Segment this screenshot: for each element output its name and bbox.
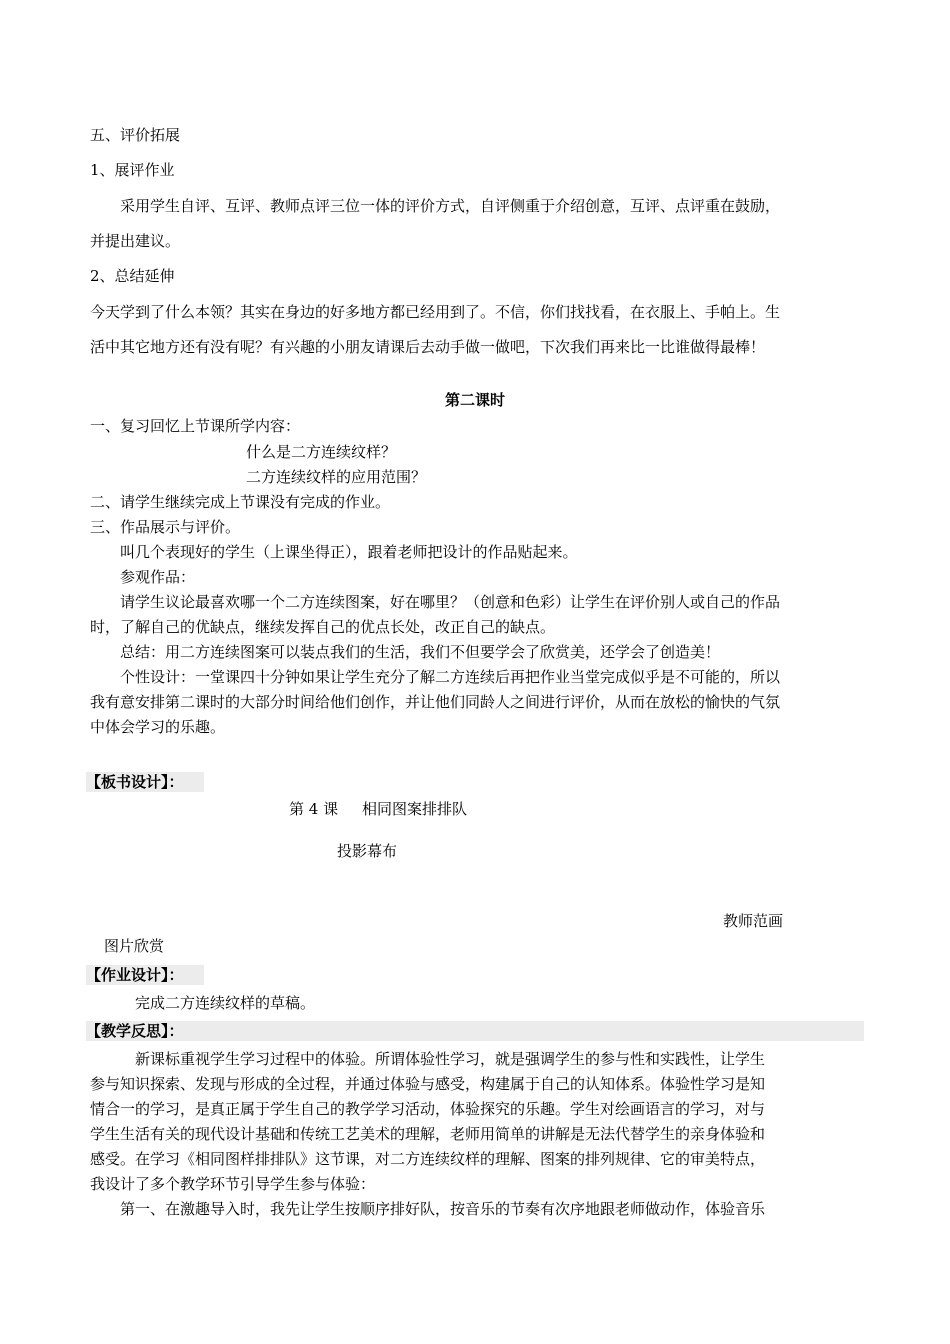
board-lesson-number: 第 4 课 xyxy=(289,800,339,818)
list-item: 二方连续纹样的应用范围？ xyxy=(246,468,427,486)
paragraph-line: 学生生活有关的现代设计基础和传统工艺美术的理解，老师用简单的讲解是无法代替学生的亲身体验和 xyxy=(90,1125,766,1143)
reflection-heading: 【教学反思】： xyxy=(86,1022,184,1040)
paragraph-line: 个性设计：一堂课四十分钟如果让学生充分了解二方连续后再把作业当堂完成似乎是不可能的，所以 xyxy=(120,668,781,686)
board-pictures-label: 图片欣赏 xyxy=(104,937,165,955)
paragraph-line: 今天学到了什么本领？其实在身边的好多地方都已经用到了。不信，你们找找看，在衣服上、手帕上。生 xyxy=(90,303,781,321)
board-heading: 【板书设计】： xyxy=(86,773,184,791)
list-item: 一、复习回忆上节课所学内容： xyxy=(90,417,301,435)
paragraph-line: 中体会学习的乐趣。 xyxy=(90,718,226,736)
paragraph-line: 请学生议论最喜欢哪一个二方连续图案，好在哪里？（创意和色彩）让学生在评价别人或自己的作品 xyxy=(120,593,781,611)
paragraph-line: 感受。在学习《相同图样排排队》这节课，对二方连续纹样的理解、图案的排列规律、它的审美特点， xyxy=(90,1150,766,1168)
sub-heading: 2、总结延伸 xyxy=(90,267,175,285)
paragraph-line: 时，了解自己的优缺点，继续发挥自己的优点长处，改正自己的缺点。 xyxy=(90,618,556,636)
paragraph-line: 采用学生自评、互评、教师点评三位一体的评价方式，自评侧重于介绍创意，互评、点评重在鼓励， xyxy=(120,197,781,215)
list-item: 三、作品展示与评价。 xyxy=(90,518,241,536)
list-item: 什么是二方连续纹样？ xyxy=(246,443,397,461)
list-item: 二、请学生继续完成上节课没有完成的作业。 xyxy=(90,493,391,511)
paragraph-line: 活中其它地方还有没有呢？有兴趣的小朋友请课后去动手做一做吧，下次我们再来比一比谁做得最棒！ xyxy=(90,338,766,356)
paragraph-line: 参观作品： xyxy=(120,568,196,586)
paragraph-line: 我设计了多个教学环节引导学生参与体验： xyxy=(90,1175,376,1193)
paragraph-line: 并提出建议。 xyxy=(90,232,181,250)
paragraph-line: 参与知识探索、发现与形成的全过程，并通过体验与感受，构建属于自己的认知体系。体验性学习是知 xyxy=(90,1075,766,1093)
paragraph-line: 第一、在激趣导入时，我先让学生按顺序排好队，按音乐的节奏有次序地跟老师做动作，体验音乐 xyxy=(120,1200,766,1218)
board-teacher-label: 教师范画 xyxy=(723,912,784,930)
lesson2-title: 第二课时 xyxy=(444,391,505,409)
paragraph-line: 我有意安排第二课时的大部分时间给他们创作，并让他们同龄人之间进行评价，从而在放松的愉快的气氛 xyxy=(90,693,781,711)
paragraph-line: 叫几个表现好的学生（上课坐得正），跟着老师把设计的作品贴起来。 xyxy=(120,543,578,561)
sub-heading: 1、展评作业 xyxy=(90,161,175,179)
heading-shade xyxy=(86,1021,864,1041)
homework-heading: 【作业设计】： xyxy=(86,966,184,984)
paragraph-line: 总结：用二方连续图案可以装点我们的生活，我们不但要学会了欣赏美，还学会了创造美！ xyxy=(120,643,721,661)
paragraph-line: 新课标重视学生学习过程中的体验。所谓体验性学习，就是强调学生的参与性和实践性，让学生 xyxy=(135,1050,766,1068)
paragraph-line: 情合一的学习，是真正属于学生自己的教学学习活动，体验探究的乐趣。学生对绘画语言的学习，对与 xyxy=(90,1100,766,1118)
board-screen-label: 投影幕布 xyxy=(337,842,398,860)
section-heading: 五、评价拓展 xyxy=(90,126,181,144)
homework-text: 完成二方连续纹样的草稿。 xyxy=(135,994,316,1012)
board-lesson-title: 相同图案排排队 xyxy=(362,800,468,818)
